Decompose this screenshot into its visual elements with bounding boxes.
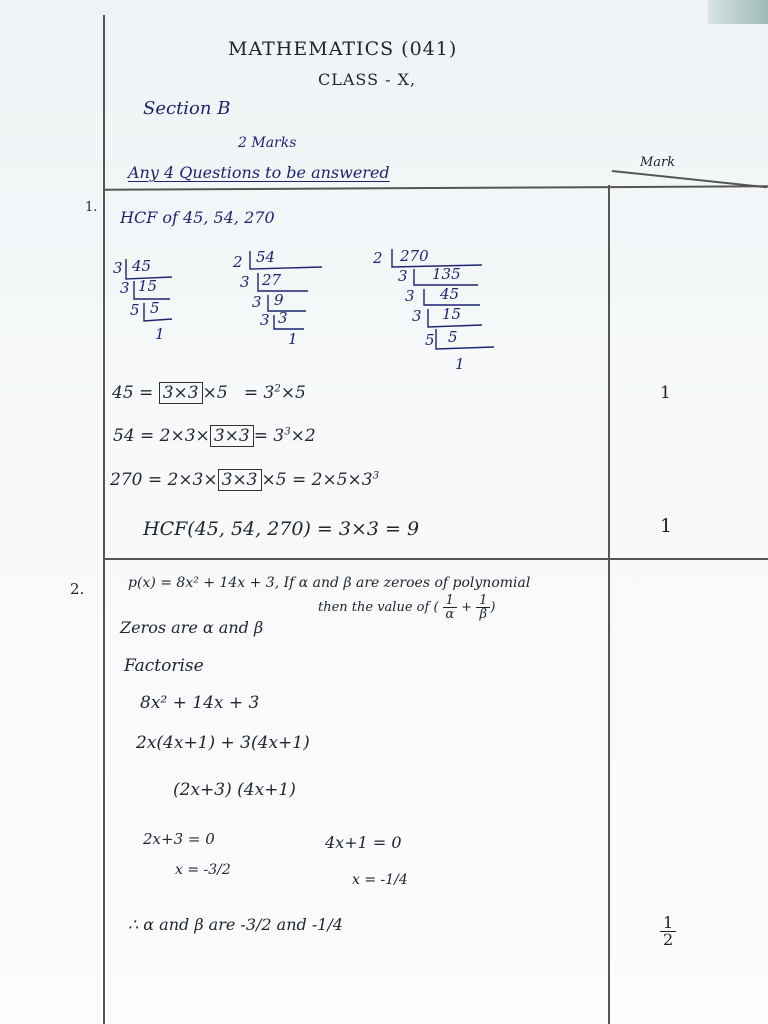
left-margin-line <box>103 15 105 1024</box>
step-3: (2x+3) (4x+1) <box>173 780 296 800</box>
frac-one-over-alpha <box>443 594 457 621</box>
div54-row-4-value: 3 <box>278 309 288 327</box>
q2-mark-den: 2 <box>663 930 674 949</box>
instruction-text: Any 4 Questions to be answered <box>128 163 390 182</box>
equation-2: 4x+1 = 0 <box>325 833 402 852</box>
div54-row-1-value: 54 <box>256 248 276 266</box>
division-54 <box>230 245 330 350</box>
frac-a-num: 1 <box>443 594 457 608</box>
mark-column-line <box>608 185 610 1024</box>
line45-boxed: 3×3 <box>159 382 203 404</box>
division-45 <box>110 255 190 345</box>
div270-row-3: 3 <box>405 287 415 305</box>
div270-row-5-value: 5 <box>448 328 458 346</box>
solution-1: x = -3/2 <box>175 862 231 878</box>
div45-row-2: 3 <box>120 279 130 297</box>
q2-mark-num: 1 <box>660 915 676 932</box>
line54-tail: ×2 <box>290 426 316 446</box>
marks-label: 2 Marks <box>238 135 297 151</box>
div45-row-3: 5 <box>130 301 140 319</box>
div270-row-2: 3 <box>398 267 408 285</box>
line54-rest: = <box>253 426 268 446</box>
line-45 <box>112 383 306 403</box>
div270-row-1-value: 270 <box>400 247 429 265</box>
div54-row-2: 3 <box>240 273 250 291</box>
line45-rhs: = 3 <box>243 383 275 403</box>
div270-row-2-value: 135 <box>432 265 461 283</box>
mark-column-header: Mark <box>640 155 676 170</box>
page-corner <box>708 0 768 24</box>
subject-title: MATHEMATICS (041) <box>228 38 458 60</box>
q1-mark-2: 1 <box>660 515 673 537</box>
line45-lhs: 45 = <box>112 383 154 403</box>
div45-row-2-value: 15 <box>138 277 158 295</box>
line270-exp: 3 <box>372 470 380 482</box>
div270-row-1: 2 <box>373 249 383 267</box>
div45-row-1-value: 45 <box>132 257 152 275</box>
line54-boxed: 3×3 <box>210 425 254 447</box>
q1-question: HCF of 45, 54, 270 <box>120 208 275 227</box>
q2-number: 2. <box>70 580 85 598</box>
div54-row-2-value: 27 <box>262 271 282 289</box>
header-rule <box>103 185 768 190</box>
q2-question: p(x) = 8x² + 14x + 3, If α and β are zeroes of polynomial <box>128 575 531 591</box>
div45-row-1: 3 <box>113 259 123 277</box>
div45-quotient: 1 <box>155 325 165 343</box>
line45-tail: ×5 <box>280 383 306 403</box>
factorise-label: Factorise <box>124 656 204 676</box>
q1-number: 1. <box>85 200 98 215</box>
div54-row-4: 3 <box>260 311 270 329</box>
step-2: 2x(4x+1) + 3(4x+1) <box>136 733 310 753</box>
line45-rest: ×5 <box>202 383 228 403</box>
div54-quotient: 1 <box>288 330 298 348</box>
section-label: Section B <box>143 98 231 119</box>
div270-quotient: 1 <box>455 355 465 373</box>
div54-row-1: 2 <box>233 253 243 271</box>
line270-boxed: 3×3 <box>218 469 262 491</box>
zeros-line: Zeros are α and β <box>120 618 264 637</box>
frac-b-den: β <box>479 607 488 622</box>
q2-question-line-2 <box>318 594 495 621</box>
frac-b-num: 1 <box>476 594 490 608</box>
line-270 <box>110 470 379 490</box>
line270-lhs: 270 = 2×3× <box>110 470 218 490</box>
conclusion: ∴ α and β are -3/2 and -1/4 <box>128 915 343 934</box>
hcf-result: HCF(45, 54, 270) = 3×3 = 9 <box>143 518 420 540</box>
div45-row-3-value: 5 <box>150 299 160 317</box>
div270-row-4: 3 <box>412 307 422 325</box>
q2-question2: then the value of ( <box>318 600 439 615</box>
div54-row-3-value: 9 <box>274 291 284 309</box>
frac-close: ) <box>490 600 496 615</box>
div270-row-3-value: 45 <box>440 285 460 303</box>
line270-rest: ×5 = <box>261 470 307 490</box>
line45-exp: 2 <box>274 383 281 395</box>
line54-lhs: 54 = 2×3× <box>113 426 210 446</box>
equation-1: 2x+3 = 0 <box>143 830 215 848</box>
solution-2: x = -1/4 <box>352 872 408 888</box>
div270-row-5: 5 <box>425 331 435 349</box>
line-54 <box>113 426 316 446</box>
frac-a-den: α <box>445 607 455 622</box>
q2-mark-half <box>660 915 676 948</box>
div270-row-4-value: 15 <box>442 305 462 323</box>
division-270 <box>370 245 500 375</box>
step-1: 8x² + 14x + 3 <box>140 693 260 713</box>
div54-row-3: 3 <box>252 293 262 311</box>
frac-one-over-beta <box>476 594 490 621</box>
q1-mark-1: 1 <box>660 383 671 403</box>
frac-plus: + <box>461 600 472 615</box>
line270-rhs: 2×5×3 <box>311 470 373 490</box>
class-label: CLASS - X, <box>318 70 417 89</box>
line54-rhs: 3 <box>273 426 285 446</box>
line54-exp: 3 <box>284 426 291 438</box>
question-separator <box>103 558 768 560</box>
